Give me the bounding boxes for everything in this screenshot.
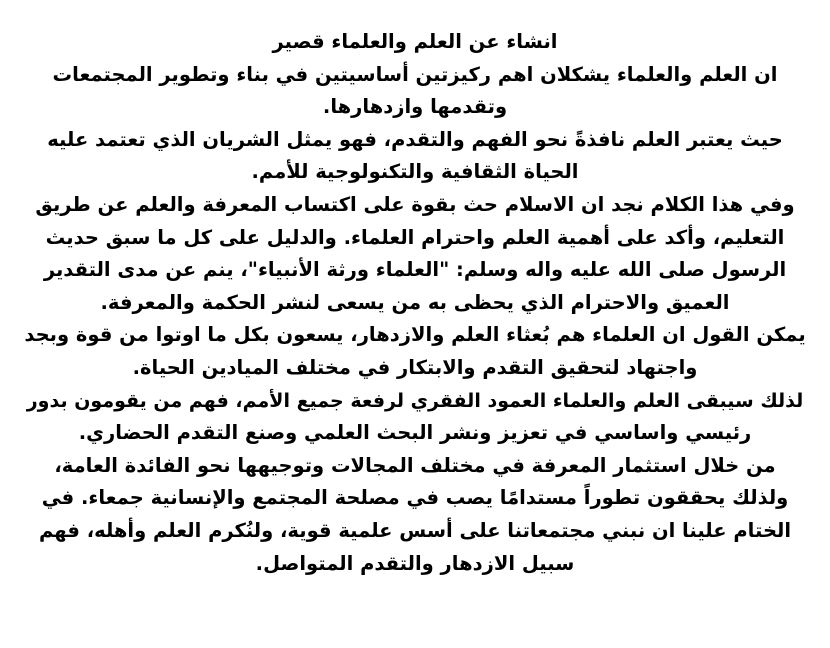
text-line: وتقدمها وازدهارها. (322, 95, 508, 119)
text-line: الختام علينا ان نبني مجتمعاتنا على أسس علمية قوية، ولنُكرم العلم وأهله، فهم (38, 518, 792, 542)
text-line: وفي هذا الكلام نجد ان الاسلام حث بقوة على اكتساب المعرفة والعلم عن طريق (35, 192, 795, 216)
text-line: سبيل الازدهار والتقدم المتواصل. (255, 551, 575, 575)
text-line: ولذلك يحققون تطوراً مستدامًا يصب في مصلحة المجتمع والإنسانية جمعاء. في (41, 486, 789, 510)
text-line: التعليم، وأكد على أهمية العلم واحترام العلماء. والدليل على كل ما سبق حديث (45, 225, 785, 249)
text-line: واجتهاد لتحقيق التقدم والابتكار في مختلف الميادين الحياة. (132, 355, 698, 379)
text-line: من خلال استثمار المعرفة في مختلف المجالات وتوجيهها نحو الفائدة العامة، (54, 453, 776, 477)
text-line: حيث يعتبر العلم نافذةً نحو الفهم والتقدم، فهو يمثل الشريان الذي تعتمد عليه (47, 127, 783, 151)
essay-document (24, 26, 806, 580)
text-line: العميق والاحترام الذي يحظى به من يسعى لنشر الحكمة والمعرفة. (100, 290, 730, 314)
text-line: لذلك سيبقى العلم والعلماء العمود الفقري لرفعة جميع الأمم، فهم من يقومون بدور (26, 389, 804, 412)
text-line: ان العلم والعلماء يشكلان اهم ركيزتين أساسيتين في بناء وتطوير المجتمعات (52, 62, 778, 86)
text-line: رئيسي واساسي في تعزيز ونشر البحث العلمي وصنع التقدم الحضاري. (78, 421, 752, 445)
text-line: الحياة الثقافية والتكنولوجية للأمم. (251, 160, 579, 184)
essay-title: انشاء عن العلم والعلماء قصير (272, 30, 558, 53)
text-line: الرسول صلى الله عليه واله وسلم: "العلماء ورثة الأنبياء"، ينم عن مدى التقدير (43, 258, 787, 282)
text-line: يمكن القول ان العلماء هم بُعثاء العلم والازدهار، يسعون بكل ما اوتوا من قوة وبجد (24, 323, 806, 347)
